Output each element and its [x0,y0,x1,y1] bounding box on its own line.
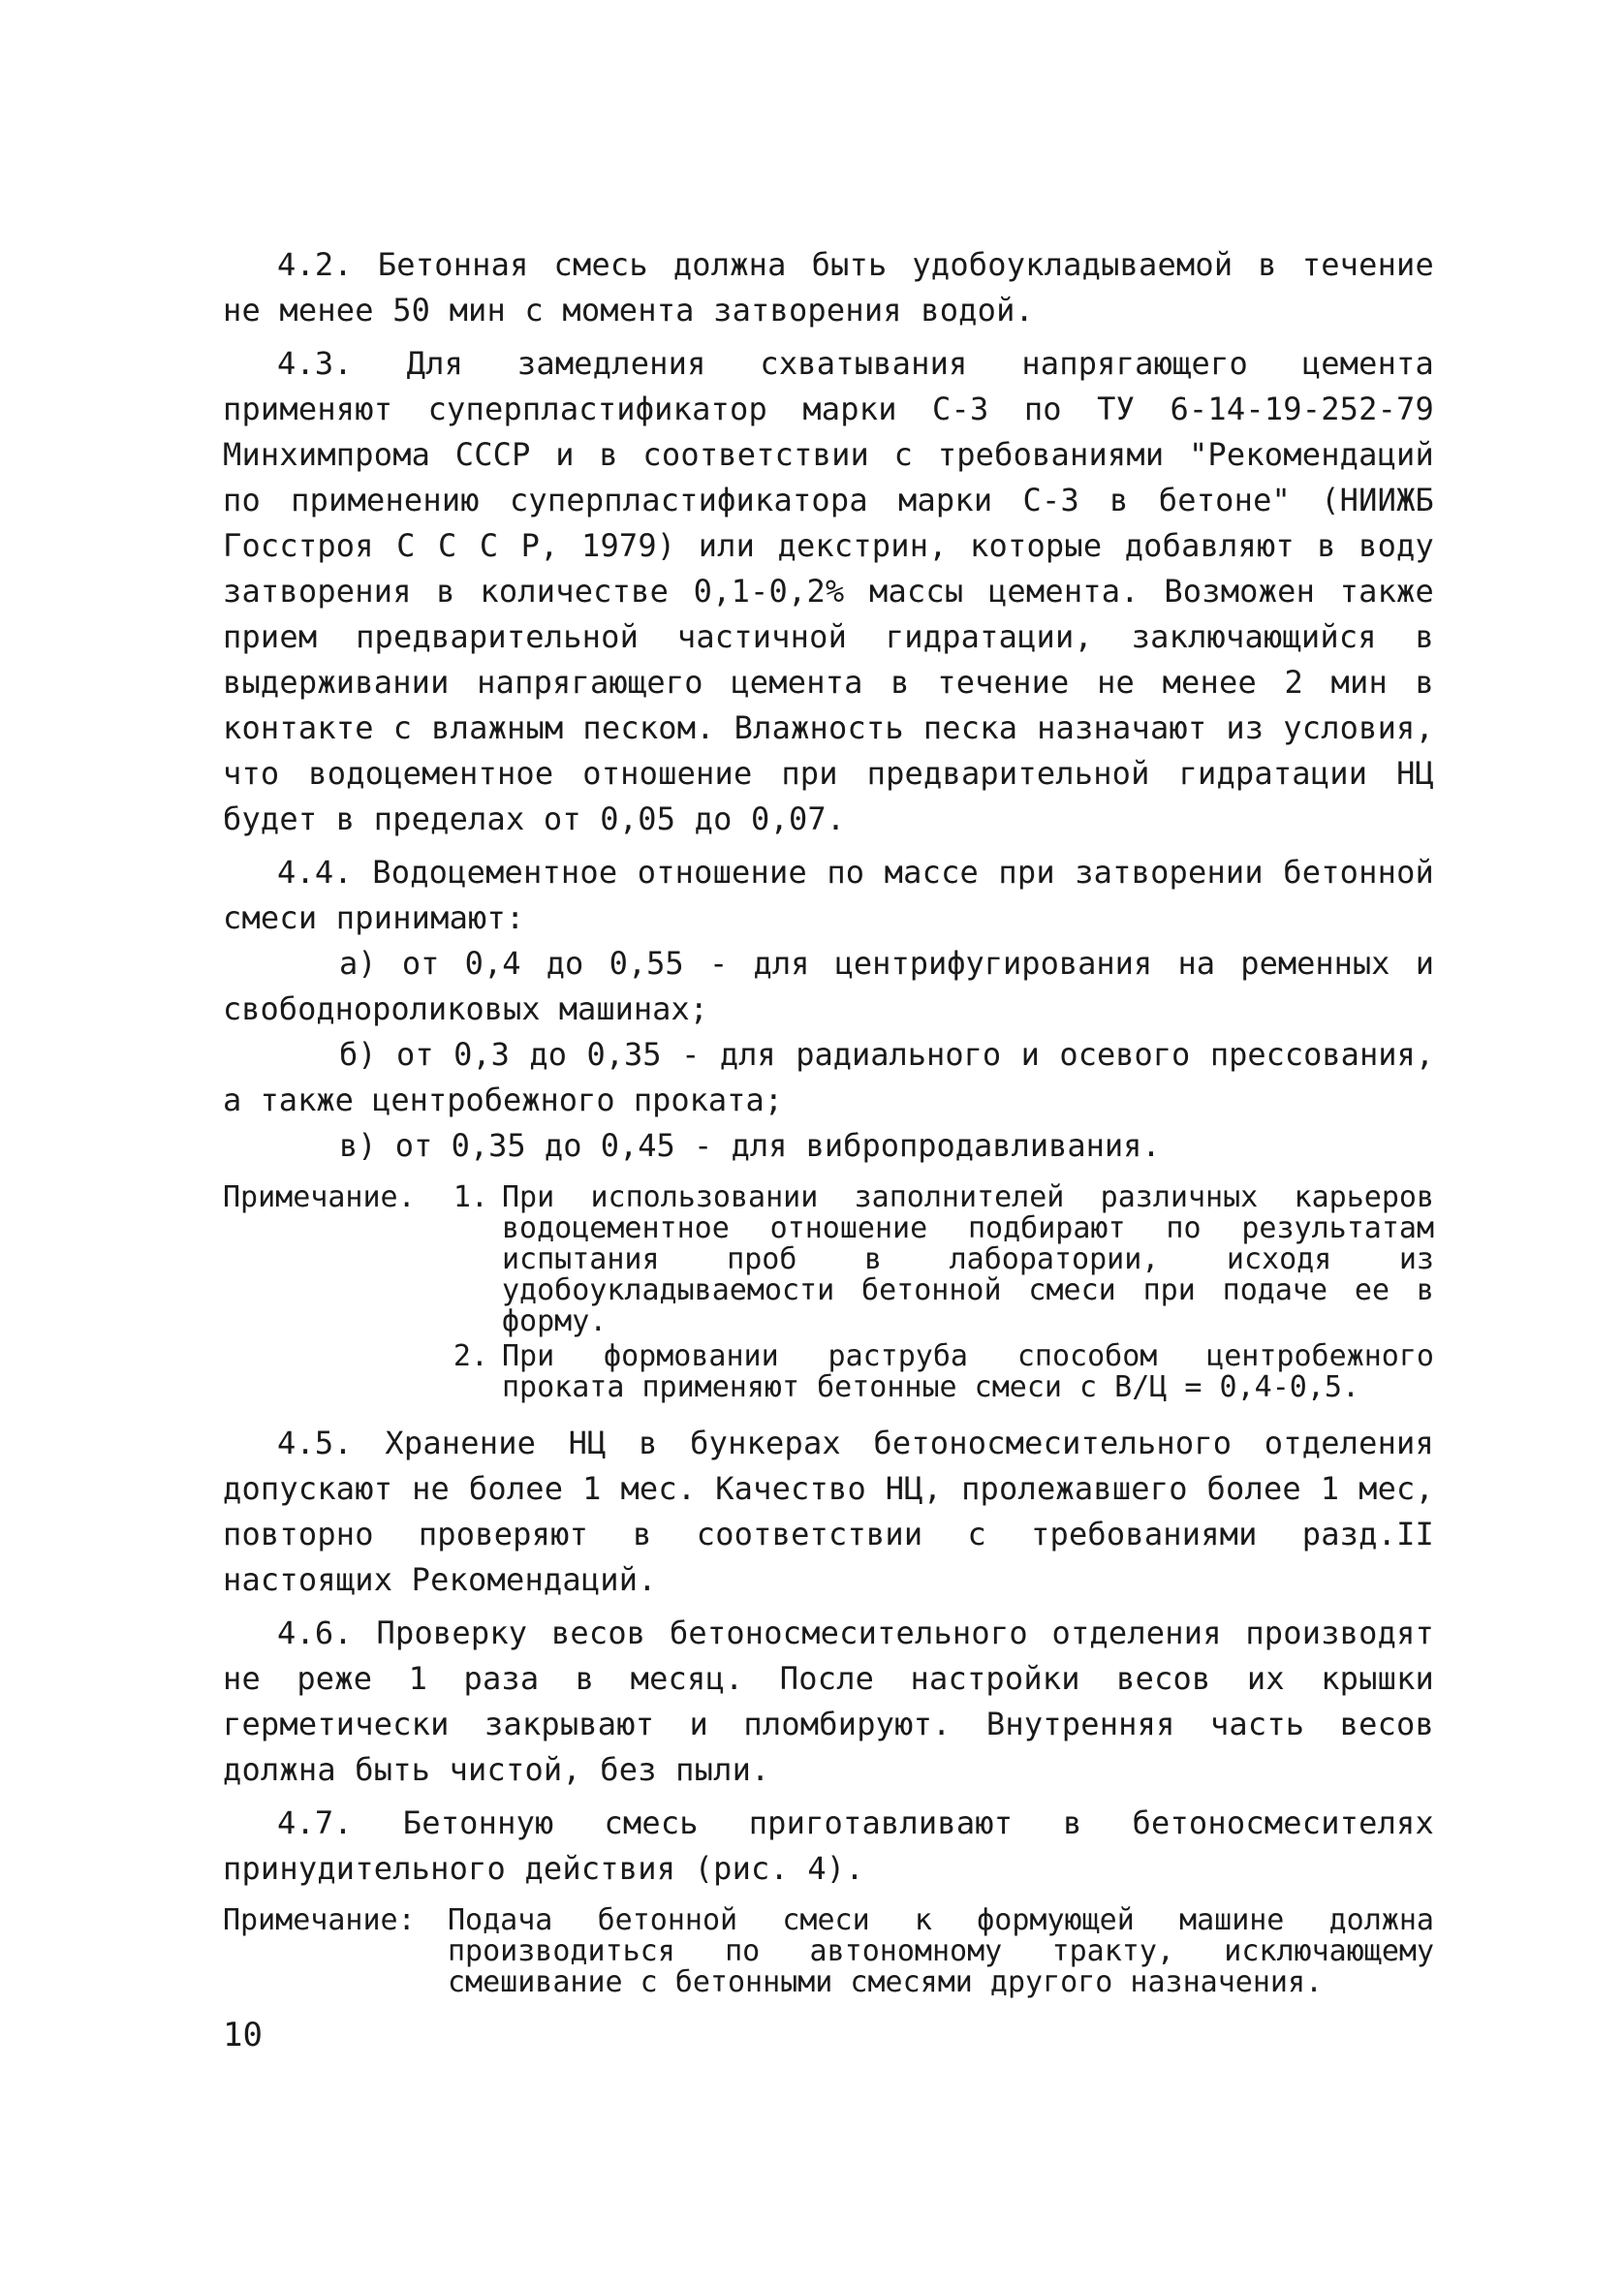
note-block-1 [223,1182,1434,1407]
paragraph-4-5: 4.5. Хранение НЦ в бункерах бетоносмесительного отделения допускают не более 1 мес. Качество НЦ, пролежавшего более 1 мес, повторно проверяют в соответствии с требованиями разд.II настоящих Рекомендаций. [223,1425,1434,1598]
note-label: Примечание: [223,1903,416,1937]
paragraph-4-7: 4.7. Бетонную смесь приготавливают в бетоносмесителях принудительного действия (рис. 4). [223,1804,1434,1887]
list-item-a: а) от 0,4 до 0,55 - для центрифугирования на ременных и свободнороликовых машинах; [223,945,1434,1027]
list-item-v: в) от 0,35 до 0,45 - для вибропродавливания. [339,1127,1161,1164]
note-item-text: При использовании заполнителей различных карьеров водоцементное отношение подбирают по результатам испытания проб в лаборатории, исходя из удобоукладываемости бетонной смеси при подаче ее в форму. [502,1180,1434,1338]
note-item [448,1182,1434,1337]
paragraph-4-6: 4.6. Проверку весов бетоносмесительного отделения производят не реже 1 раза в месяц. После настройки весов их крышки герметически закрывают и пломбируют. Внутренняя часть весов должна быть чистой, без пыли. [223,1615,1434,1788]
page-number: 10 [223,2016,263,2054]
note-item-text: При формовании раструба способом центробежного проката применяют бетонные смеси с В/Ц = 0,4-0,5. [502,1339,1434,1404]
paragraph-4-2: 4.2. Бетонная смесь должна быть удобоукладываемой в течение не менее 50 мин с момента затворения водой. [223,246,1434,329]
paragraph-4-3: 4.3. Для замедления схватывания напрягающего цемента применяют суперпластификатор марки С-3 по ТУ 6-14-19-252-79 Минхимпрома СССР и в соответствии с требованиями "Рекомендаций по применению суперпластификатора марки С-3 в бетоне" (НИИЖБ Госстроя С С С Р, 1979) или декстрин, которые добавляют в воду затворения в количестве 0,1-0,2% массы цемента. Возможен также прием предварительной частичной гидратации, заключающийся в выдерживании напрягающего цемента в течение не менее 2 мин в контакте с влажным песком. Влажность песка назначают из условия, что водоцементное отношение при предварительной гидратации НЦ будет в пределах от 0,05 до 0,07. [223,345,1434,837]
page-content [223,242,1434,2012]
note-block-2 [223,1905,1434,1998]
note-label: Примечание. [223,1180,416,1214]
note-text: Подача бетонной смеси к формующей машине должна производиться по автономному тракту, исключающему смешивание с бетонными смесями другого назначения. [448,1903,1434,1999]
note-items [448,1182,1434,1407]
list-item-b: б) от 0,3 до 0,35 - для радиального и осевого прессования, а также центробежного проката; [223,1036,1434,1118]
paragraph-4-4: 4.4. Водоцементное отношение по массе при затворении бетонной смеси принимают: [223,854,1434,936]
note-item-number: 2. [453,1339,488,1373]
note-item-number: 1. [453,1180,488,1214]
note-item [448,1341,1434,1403]
